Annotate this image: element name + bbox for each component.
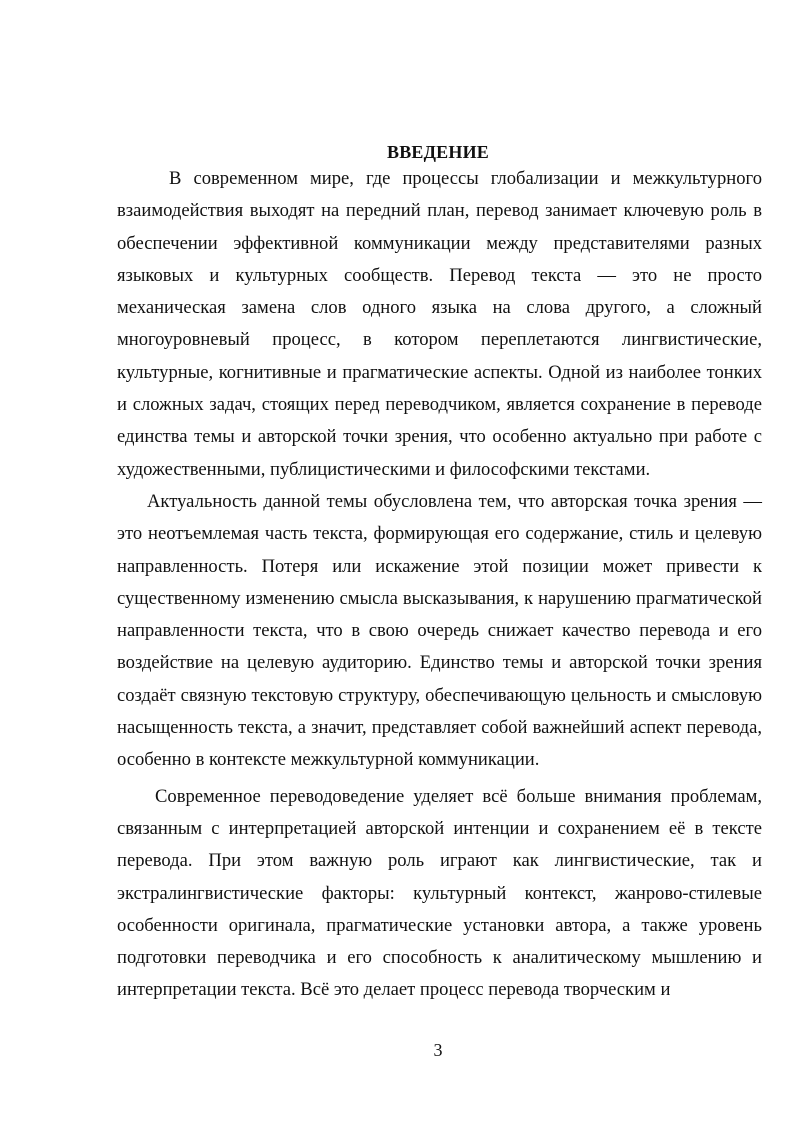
paragraph-relevance: Актуальность данной темы обусловлена тем, что авторская точка зрения — это неотъемлемая часть текста, формирующая его содержание, стиль и целевую направленность. Потеря или искажение этой позиции может привести к существенному изменению смысла высказывания, к нарушению прагматической направленности текста, что в свою очередь снижает качество перевода и его воздействие на целевую аудиторию. Единство темы и авторской точки зрения создаёт связную текстовую структуру, обеспечивающую цельность и смысловую насыщенность текста, а значит, представляет собой важнейший аспект перевода, особенно в контексте межкультурной коммуникации. (117, 490, 762, 771)
paragraph-modern-studies: Современное переводоведение уделяет всё больше внимания проблемам, связанным с интерпретацией авторской интенции и сохранением её в тексте перевода. При этом важную роль играют как лингвистические, так и экстралингвистические факторы: культурный контекст, жанрово-стилевые особенности оригинала, прагматические установки автора, а также уровень подготовки переводчика и его способность к аналитическому мышлению и интерпретации текста. Всё это делает процесс перевода творческим и (117, 785, 762, 1001)
section-heading: ВВЕДЕНИЕ (386, 142, 489, 162)
paragraph-intro: В современном мире, где процессы глобализации и межкультурного взаимодействия выходят на передний план, перевод занимает ключевую роль в обеспечении эффективной коммуникации между представителями разных языковых и культурных сообществ. Перевод текста — это не просто механическая замена слов одного языка на слова другого, а сложный многоуровневый процесс, в котором переплетаются лингвистические, культурные, когнитивные и прагматические аспекты. Одной из наиболее тонких и сложных задач, стоящих перед переводчиком, является сохранение в переводе единства темы и авторской точки зрения, что особенно актуально при работе с художественными, публицистическими и философскими текстами. (117, 168, 762, 480)
page-number: 3 (433, 1040, 443, 1060)
body-text (117, 163, 762, 1007)
